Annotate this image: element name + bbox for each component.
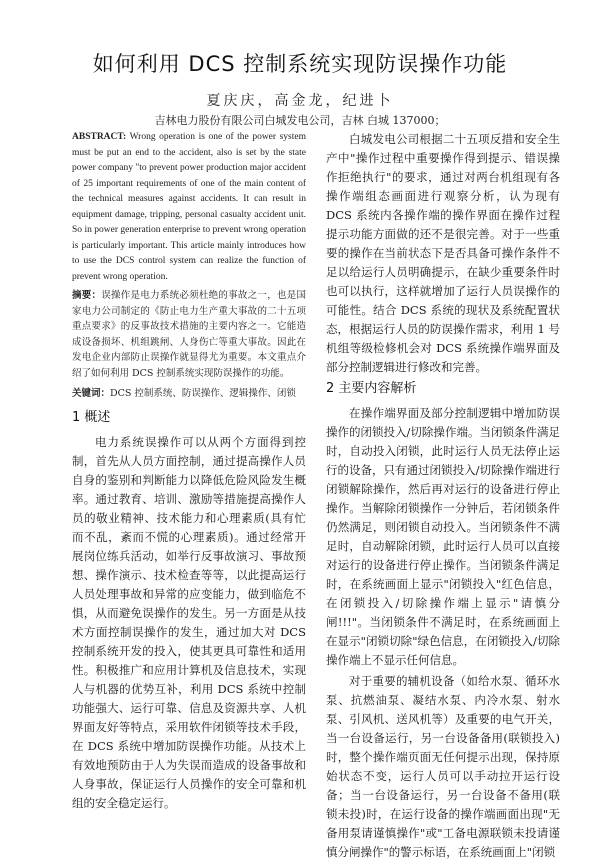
abstract-en-text: Wrong operation is one of the power system must be put an end to the accident, also is set by the state power company "to prevent power production major accident of 25 important requirements of one of the main content of the technical measures against accidents. It can result in equipment damage, tripping, personal casualty accident unit. So in power generation enterprise to prevent wrong operation is particularly important. This article mainly introduces how to use the DCS control system can realize the function of prevent wrong operation. [72,132,306,282]
section-paragraph: 对于重要的辅机设备（如给水泵、循环水泵、抗燃油泵、凝结水泵、内冷水泵、射水泵、引风机、送风机等）及重要的电气开关，当一台设备运行，另一台设备备用(联锁投入)时，整个操作端页面无任何提示出现，保持原始状态不变，运行人员可以手动拉开运行设备；当一台设备运行，另一台设备不备用(联锁未投)时，在运行设备的操作端画面出现"无备用泵请谨慎操作"或"工备电源联锁未投请谨慎分闸操作"的警示标语，在系统画面上"闭锁 [326,674,560,859]
left-column [72,130,306,815]
keywords [72,386,306,402]
keywords-text: DCS 控制系统、防误操作、逻辑操作、闭锁 [110,387,296,399]
paper-title: 如何利用 DCS 控制系统实现防误操作功能 [92,52,508,76]
abstract-cn-label: 摘要： [72,290,102,301]
section-paragraph: 电力系统误操作可以从两个方面得到控制，首先从人员方面控制，通过提高操作人员自身的鉴别和判断能力以降低危险风险发生概率。通过教育、培训、激励等措施提高操作人员的敬业精神、技术能力和心理素质(具有忙而不乱，紊而不慌的心理素质)。通过经常开展岗位练兵活动，如举行反事故演习、事故预想、操作演示、技术检查等等，以此提高运行人员处理事故和异常的应变能力，做到临危不惧，从而避免误操作的发生。另一方面是从技术方面控制误操作的发生，通过加大对 DCS 控制系统开发的投入，使其更具可靠性和适用性。积极推广和应用计算机及信息技术，实现人与机器的优势互补，利用 DCS 系统中控制功能强大、运行可靠、信息及资源共享、人机界面友好等特点，采用软件闭锁等技术手段，在 DCS 系统中增加防误操作功能。从技术上有效地预防由于人为失误而造成的设备事故和人身事故，保证运行人员操作的安全可靠和机组的安全稳定运行。 [72,434,306,810]
abstract-cn [72,288,306,382]
keywords-label: 关键词： [72,387,111,399]
right-column [326,130,560,864]
abstract-cn-text: 误操作是电力系统必须杜绝的事故之一，也是国家电力公司制定的《防止电力生产重大事故的二十五项重点要求》的反事故技术措施的主要内容之一。它能造成设备损坏、机组跳闸、人身伤亡等重大事故。因此在发电企业内部防止误操作就显得尤为重要。本文重点介绍了如何利用 DCS 控制系统实现防误操作的功能。 [72,290,306,379]
paper-affiliation: 吉林电力股份有限公司白城发电公司，吉林 白城 137000； [154,114,446,127]
paper-authors: 夏庆庆，高金龙，纪进卜 [206,93,394,109]
intro-paragraph: 白城发电公司根据二十五项反措和安全生产中"操作过程中重要操作得到提示、错误操作拒绝执行"的要求，通过对两台机组现有各操作端组态画面进行观察分析，认为现有 DCS 系统内各操作端的操作界面在操作过程提示功能方面做的还不是很完善。对于一些重要的操作在当前状态下是否具备可操作条件不足以给运行人员明确提示，在缺少重要条件时也可以执行，这样就增加了运行人员误操作的可能性。结合 DCS 系统的现状及系统配置状态，根据运行人员的防误操作需求，利用 1 号机组等级检修机会对 DCS 系统操作端界面及部分控制逻辑进行修改和完善。 [326,132,560,374]
section-heading-main-content: 2 主要内容解析 [326,381,417,396]
section-paragraph: 在操作端界面及部分控制逻辑中增加防误操作的闭锁投入/切除操作端。当闭锁条件满足时，自动投入闭锁，此时运行人员无法停止运行的设备，只有通过闭锁投入/切除操作端进行闭锁解除操作，然后再对运行的设备进行停止操作。当解除闭锁操作一分钟后，若闭锁条件仍然满足，则闭锁自动投入。当闭锁条件不满足时，自动解除闭锁，此时运行人员可以直接对运行的设备进行停止操作。当闭锁条件满足时，在系统画面上显示"闭锁投入"红色信息，在闭锁投入/切除操作端上显示"请慎分闸!!!"。当闭锁条件不满足时，在系统画面上在显示"闭锁切除"绿色信息，在闭锁投入/切除操作端上不显示任何信息。 [326,406,560,667]
abstract-en-label: ABSTRACT: [72,132,127,142]
abstract-en [72,130,306,285]
section-heading-overview: 1 概述 [72,409,111,425]
